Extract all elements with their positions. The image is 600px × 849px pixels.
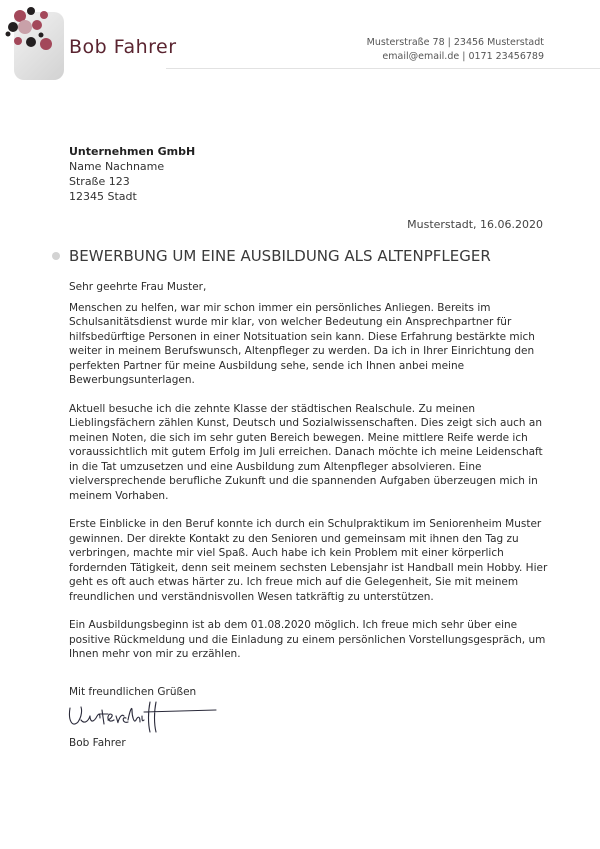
recipient-city: 12345 Stadt (69, 190, 137, 203)
closing-greeting: Mit freundlichen Grüßen (69, 686, 197, 698)
recipient-contact-name: Name Nachname (69, 160, 165, 173)
signature-icon (66, 698, 226, 738)
recipient-company: Unternehmen GmbH (69, 145, 196, 158)
logo (0, 0, 200, 90)
header-divider (166, 68, 600, 69)
sender-name: Bob Fahrer (69, 36, 177, 58)
recipient-address (69, 144, 195, 204)
sender-address: Musterstraße 78 | 23456 Musterstadt (366, 37, 544, 48)
recipient-street: Straße 123 (69, 175, 130, 188)
letter-date: Musterstadt, 16.06.2020 (407, 218, 543, 231)
sender-email-phone: email@email.de | 0171 23456789 (382, 51, 544, 62)
salutation: Sehr geehrte Frau Muster, (69, 281, 207, 293)
paragraph: Erste Einblicke in den Beruf konnte ich durch ein Schulpraktikum im Seniorenheim Muster gewinnen. Der direkte Kontakt zu den Senioren und gemeinsam mit ihnen den Tag zu verbringen, machte mir viel Spaß. Auch habe ich kein Problem mit einer körperlich fordernden Tätigkeit, denn seit meinem sechsten Lebensjahr ist Handball mein Hobby. Hier geht es oft auch etwas härter zu. Ich freue mich auf die Gelegenheit, Sie mit meinem freundlichen und verständnisvollen Wesen tatkräftig zu unterstützen. (69, 518, 548, 603)
paragraph: Menschen zu helfen, war mir schon immer ein persönliches Anliegen. Bereits im Schulsanitätsdienst wurde mir klar, von welcher Bedeutung ein Ansprechpartner für hilfsbedürftige Personen in einer Notsituation sein kann. Diese Erfahrung bestärkte mich weiter in meinem Berufswunsch, Altenpfleger zu werden. Da ich in Ihrer Einrichtung den perfekten Partner für meine Ausbildung sehe, sende ich Ihnen anbei meine Bewerbungsunterlagen. (69, 301, 535, 386)
letter-subject: BEWERBUNG UM EINE AUSBILDUNG ALS ALTENPFLEGER (69, 247, 491, 265)
signer-name: Bob Fahrer (69, 737, 126, 749)
logo-dots-icon (0, 0, 70, 60)
paragraph: Aktuell besuche ich die zehnte Klasse der städtischen Realschule. Zu meinen Lieblingsfächern zählen Kunst, Deutsch und Sozialwissenschaften. Dies zeigt sich auch an meinen Noten, die sich im sehr guten Bereich bewegen. Meine mittlere Reife werde ich voraussichtlich mit gutem Erfolg im Juli erreichen. Danach möchte ich meine Leidenschaft in die Tat umzusetzen und eine Ausbildung zum Altenpfleger absolvieren. Eine vielversprechende berufliche Zukunft und die spannenden Aufgaben überzeugen mich in meinem Vorhaben. (69, 402, 543, 502)
paragraph: Ein Ausbildungsbeginn ist ab dem 01.08.2020 möglich. Ich freue mich sehr über eine positive Rückmeldung und die Einladung zu einem persönlichen Vorstellungsgespräch, um Ihnen mehr von mir zu erzählen. (69, 619, 546, 660)
sender-contact (367, 36, 544, 64)
letter-body (69, 280, 549, 676)
subject-bullet-icon (52, 252, 60, 260)
